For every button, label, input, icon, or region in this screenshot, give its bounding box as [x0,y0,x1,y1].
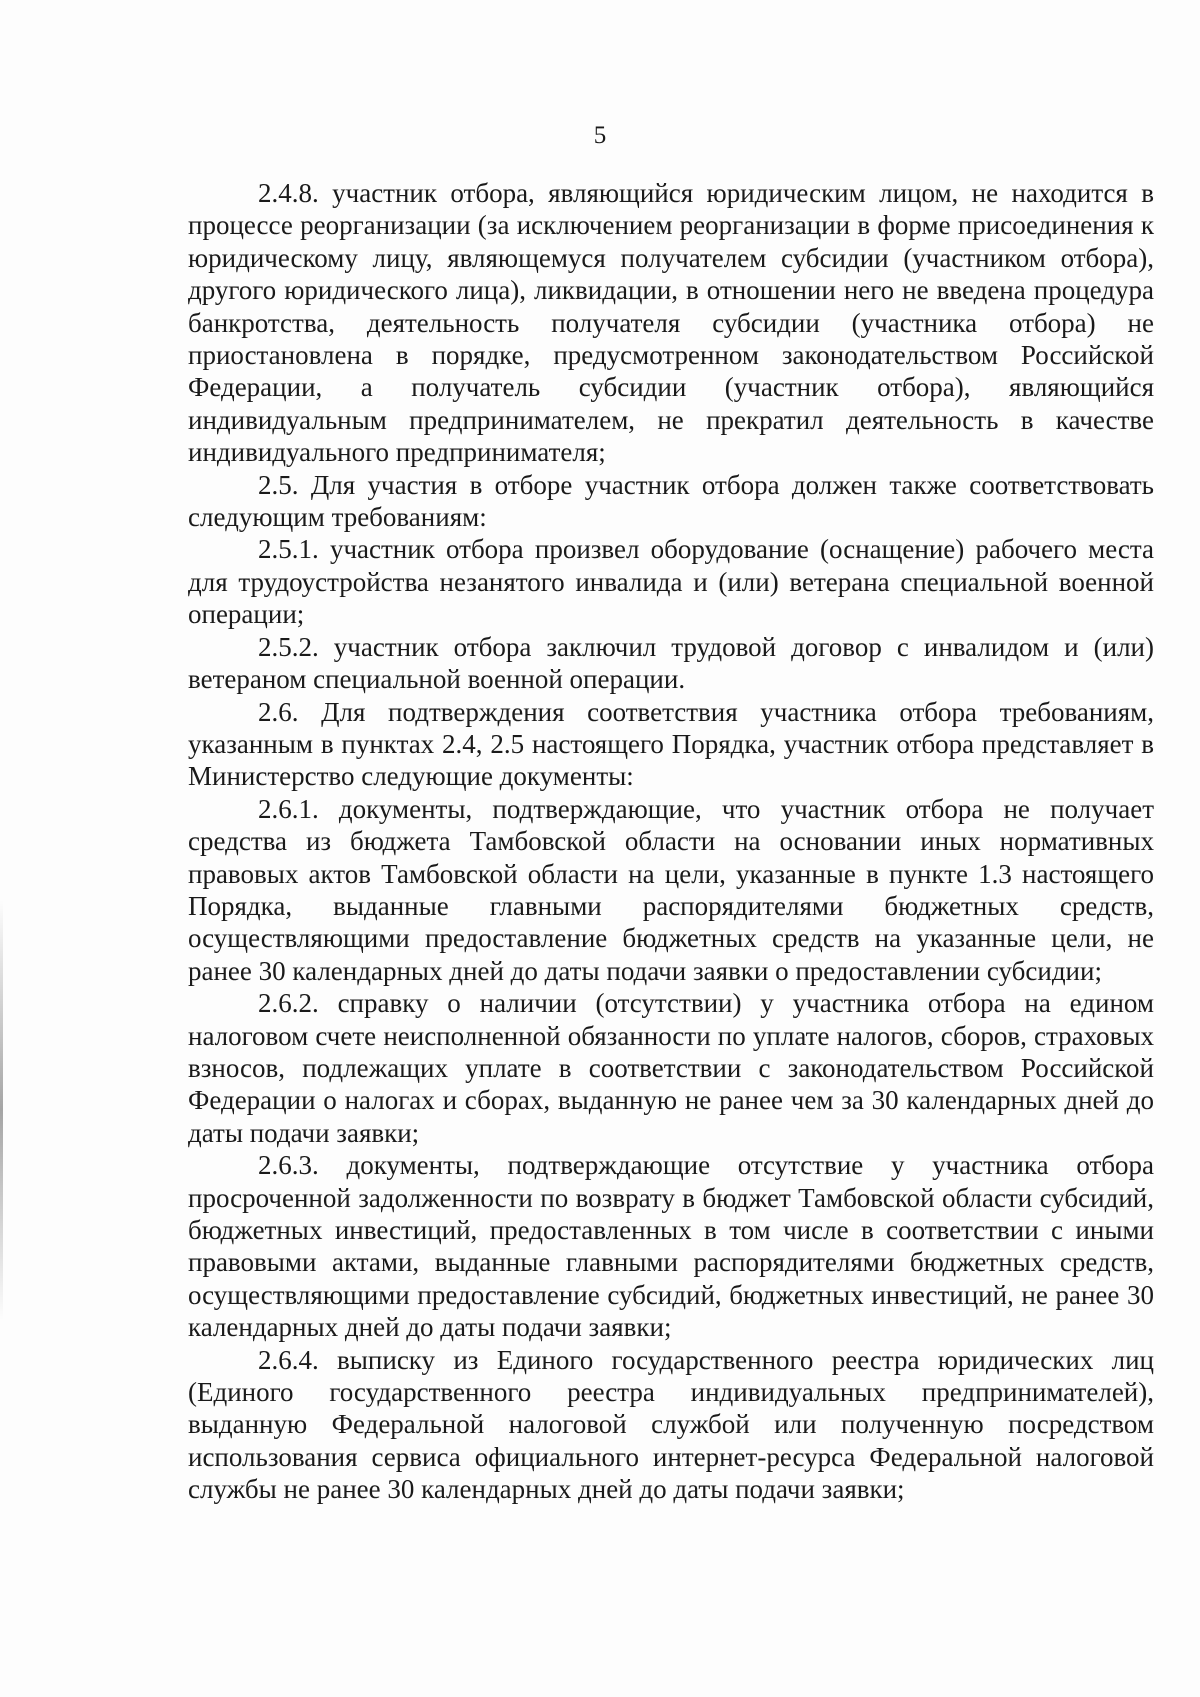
paragraph-2-6-3: 2.6.3. документы, подтверждающие отсутствие у участника отбора просроченной задолженности по возврату в бюджет Тамбовской области субсидий, бюджетных инвестиций, предоставленных в том числе в соответствии с иными правовыми актами, выданные главными распорядителями бюджетных средств, осуществляющими предоставление субсидий, бюджетных инвестиций, не ранее 30 календарных дней до даты подачи заявки; [188,1150,1154,1343]
paragraph-2-4-8: 2.4.8. участник отбора, являющийся юридическим лицом, не находится в процессе реорганизации (за исключением реорганизации в форме присоединения к юридическому лицу, являющемуся получателем субсидии (участником отбора), другого юридического лица), ликвидации, в отношении него не введена процедура банкротства, деятельность получателя субсидии (участника отбора) не приостановлена в порядке, предусмотренном законодательством Российской Федерации, а получатель субсидии (участник отбора), являющийся индивидуальным предпринимателем, не прекратил деятельность в качестве индивидуального предпринимателя; [188,178,1154,468]
paragraph-2-6-2: 2.6.2. справку о наличии (отсутствии) у участника отбора на едином налоговом счете неисполненной обязанности по уплате налогов, сборов, страховых взносов, подлежащих уплате в соответствии с законодательством Российской Федерации о налогах и сборах, выданную не ранее чем за 30 календарных дней до даты подачи заявки; [188,988,1154,1148]
paragraph-2-6-4: 2.6.4. выписку из Единого государственного реестра юридических лиц (Единого государственного реестра индивидуальных предпринимателей), выданную Федеральной налоговой службой или полученную посредством использования сервиса официального интернет-ресурса Федеральной налоговой службы не ранее 30 календарных дней до даты подачи заявки; [188,1344,1154,1505]
paragraph-2-5: 2.5. Для участия в отборе участник отбора должен также соответствовать следующим требованиям: [188,469,1154,533]
paragraph-2-6: 2.6. Для подтверждения соответствия участника отбора требованиям, указанным в пунктах 2.4, 2.5 настоящего Порядка, участник отбора представляет в Министерство следующие документы: [188,696,1154,792]
paragraph-2-6-1: 2.6.1. документы, подтверждающие, что участник отбора не получает средства из бюджета Тамбовской области на основании иных нормативных правовых актов Тамбовской области на цели, указанные в пункте 1.3 настоящего Порядка, выданные главными распорядителями бюджетных средств, осуществляющими предоставление бюджетных средств на указанные цели, не ранее 30 календарных дней до даты подачи заявки о предоставлении субсидии; [188,793,1154,986]
scan-edge-shadow [0,900,3,1320]
page-number: 5 [593,122,607,149]
paragraph-2-5-2: 2.5.2. участник отбора заключил трудовой договор с инвалидом и (или) ветераном специальной военной операции. [188,631,1154,695]
document-body [188,177,1154,1506]
paragraph-2-5-1: 2.5.1. участник отбора произвел оборудование (оснащение) рабочего места для трудоустройства незанятого инвалида и (или) ветерана специальной военной операции; [188,534,1154,630]
